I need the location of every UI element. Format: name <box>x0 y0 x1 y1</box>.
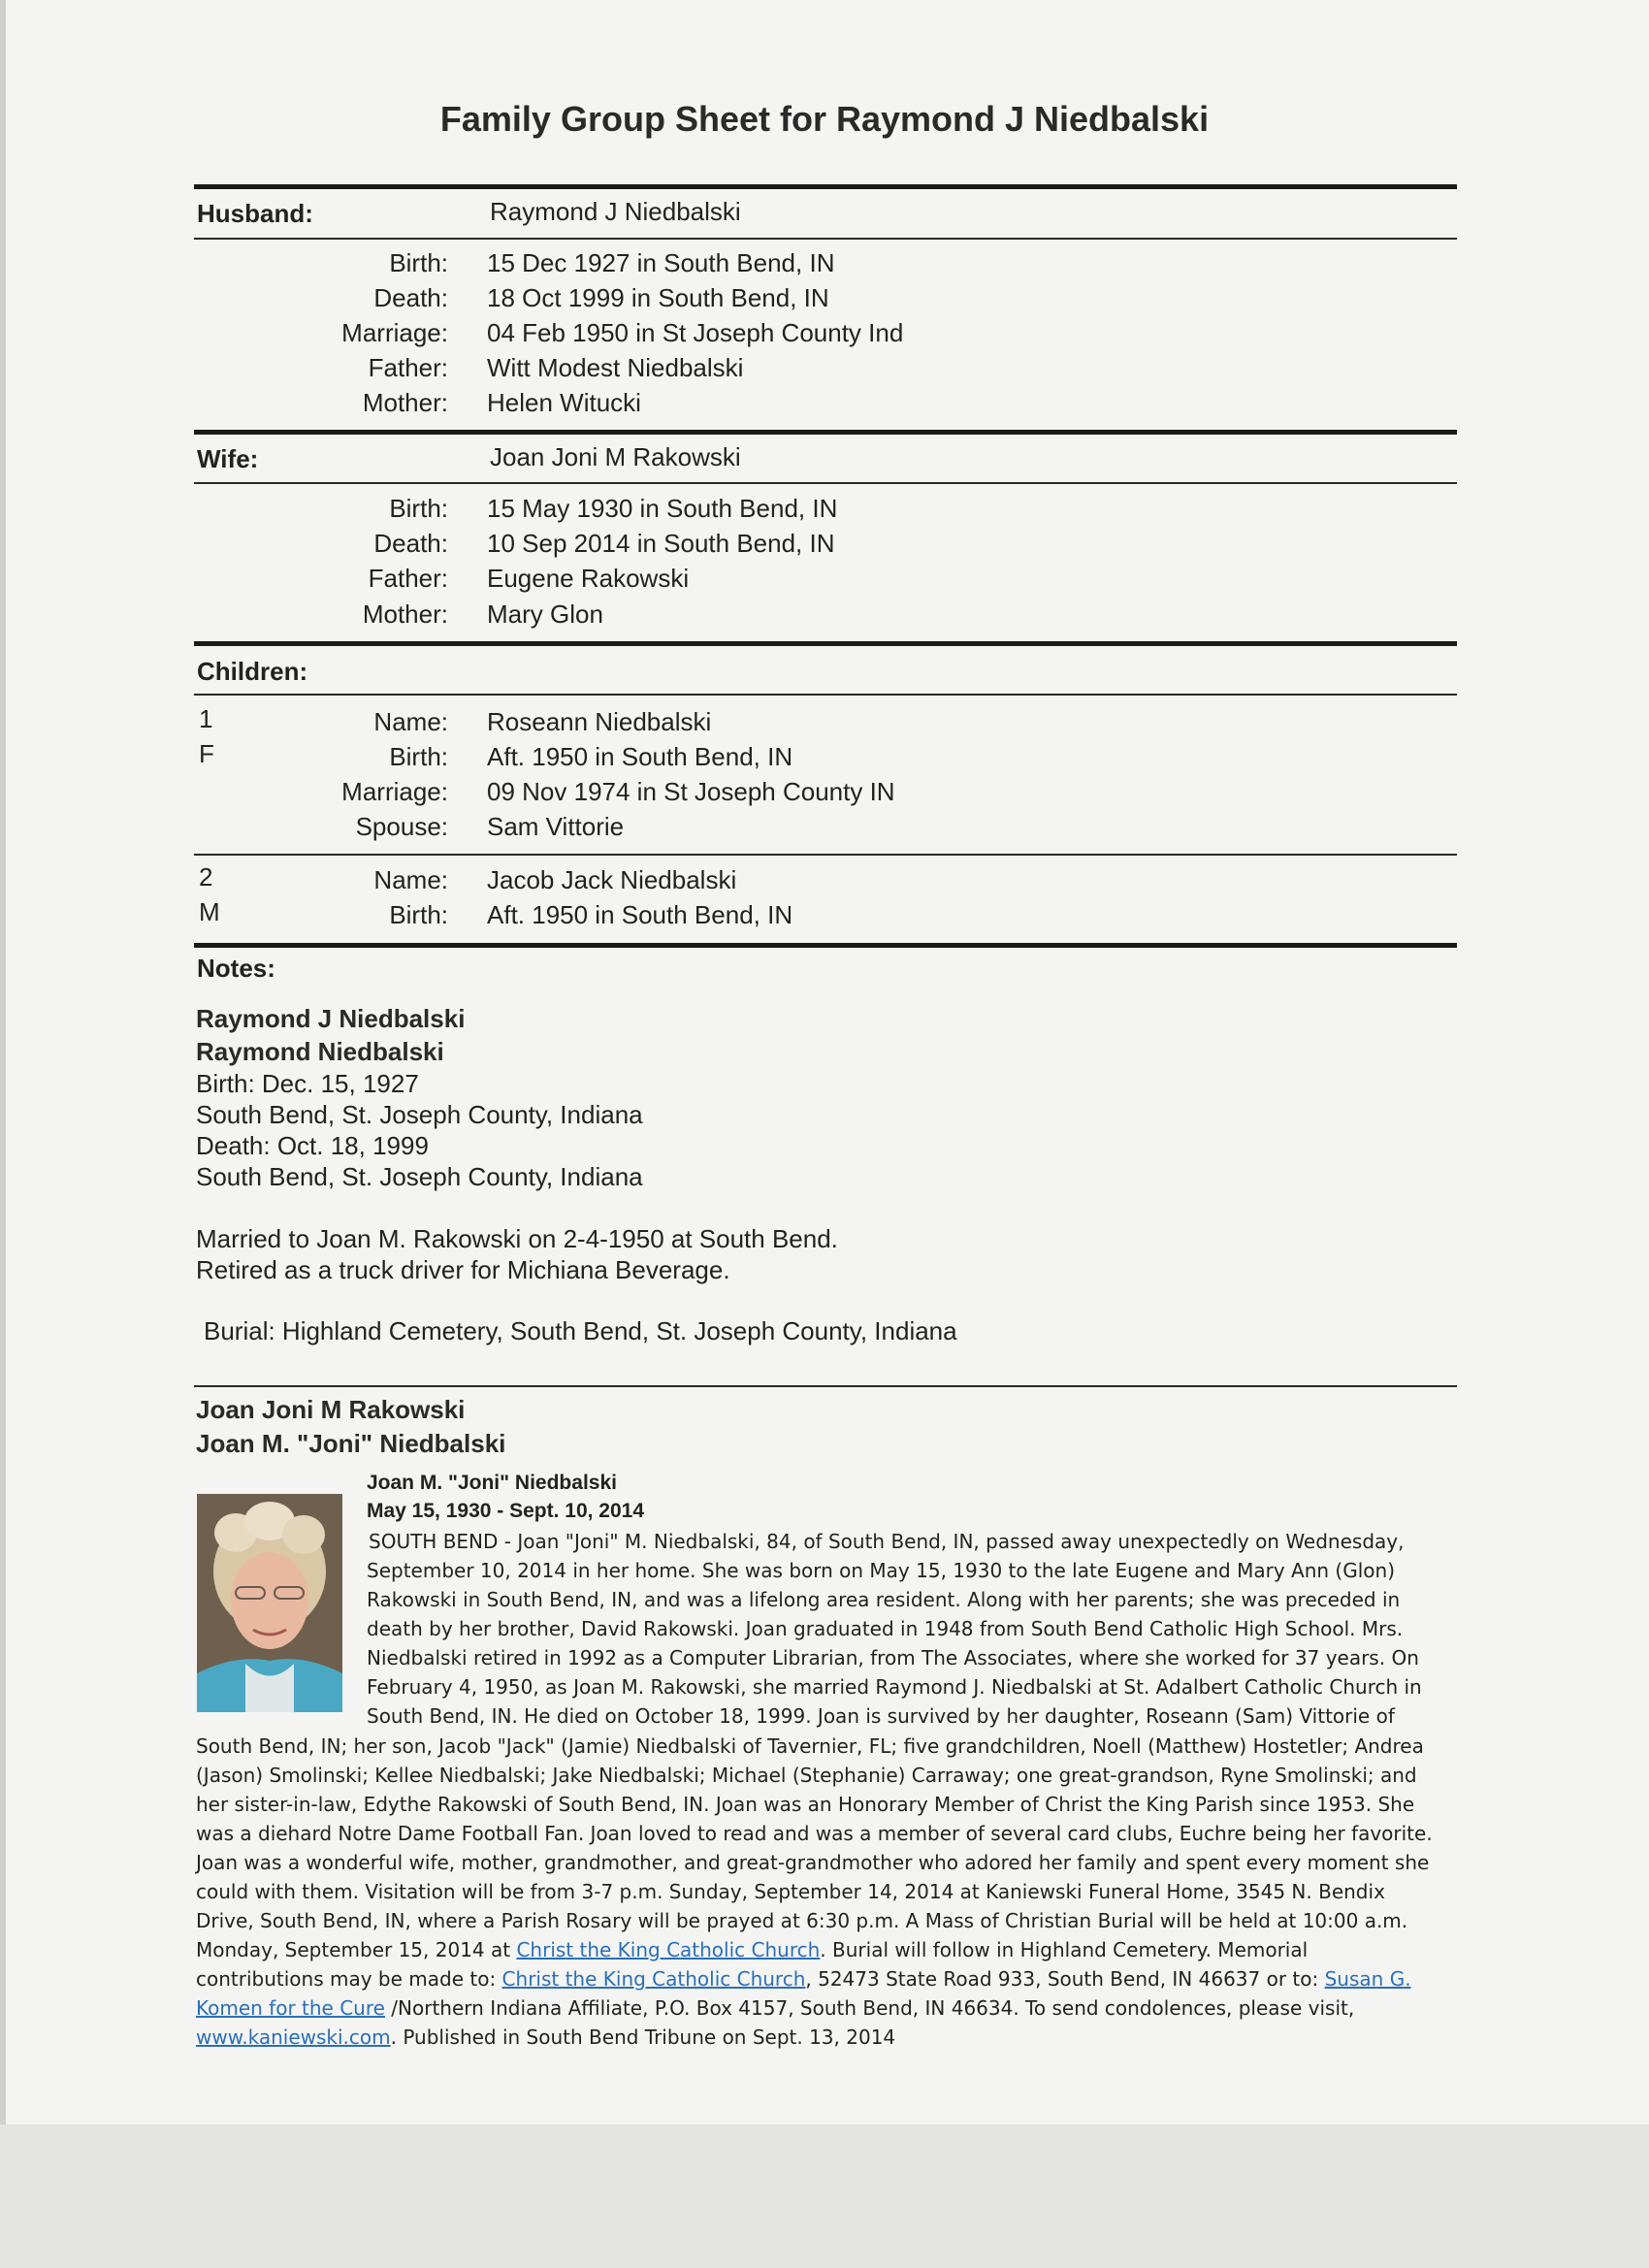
obit-line: South Bend, IN; her son, Jacob "Jack" (Jamie) Niedbalski of Tavernier, FL; five grandchildren, Noell (Matthew) Hostetler; Andrea <box>196 1734 1424 1758</box>
fact-label: Birth: <box>389 248 448 277</box>
obit-line: her sister-in-law, Edythe Rakowski of South Bend, IN. Joan was an Honorary Member of Christ the King Parish since 1953. She <box>196 1793 1415 1816</box>
fact-label: Birth: <box>389 742 448 771</box>
fact-label: Death: <box>373 529 448 558</box>
komen-link[interactable]: Komen for the Cure <box>196 1996 385 2020</box>
obit-text: . Published in South Bend Tribune on Sept. 13, 2014 <box>390 2025 896 2049</box>
fact-label: Marriage: <box>341 777 448 806</box>
fact-value: Roseann Niedbalski <box>487 707 712 736</box>
fact-value: Witt Modest Niedbalski <box>487 353 744 382</box>
children-label: Children: <box>197 657 308 686</box>
fact-label: Birth: <box>389 494 448 523</box>
obit-line <box>196 1935 1308 1964</box>
note-line: Retired as a truck driver for Michiana Beverage. <box>196 1255 730 1284</box>
husband-name: Raymond J Niedbalski <box>490 197 741 226</box>
obit-text: , 52473 State Road 933, South Bend, IN 46637 or to: <box>805 1967 1325 1991</box>
obit-text: . Burial will follow in Highland Cemetery. Memorial <box>820 1938 1309 1961</box>
section-rule-thin <box>194 482 1457 484</box>
fact-label: Father: <box>368 564 448 593</box>
obit-text: contributions may be made to: <box>196 1967 502 1991</box>
fact-value: 04 Feb 1950 in St Joseph County Ind <box>487 318 904 347</box>
page-title: Family Group Sheet for Raymond J Niedbalski <box>439 99 1210 139</box>
note-heading: Joan M. "Joni" Niedbalski <box>196 1429 506 1458</box>
fact-value: Helen Witucki <box>487 388 641 417</box>
note-burial: Burial: Highland Cemetery, South Bend, St. Joseph County, Indiana <box>204 1316 957 1345</box>
obit-text: Monday, September 15, 2014 at <box>196 1938 517 1961</box>
wife-label: Wife: <box>197 444 259 473</box>
fact-label: Name: <box>373 865 448 894</box>
section-rule <box>194 943 1457 948</box>
church-link[interactable]: Christ the King Catholic Church <box>501 1967 806 1991</box>
obit-line <box>196 1993 1354 2023</box>
fact-label: Mother: <box>362 599 448 629</box>
note-line: Married to Joan M. Rakowski on 2-4-1950 at South Bend. <box>196 1224 838 1253</box>
obit-line: Rakowski in South Bend, IN, and was a lifelong area resident. Along with her parents; she was preceded in <box>367 1588 1401 1611</box>
notes-label: Notes: <box>197 954 275 983</box>
section-rule <box>194 184 1457 189</box>
husband-label: Husband: <box>197 199 313 228</box>
fact-label: Mother: <box>362 388 448 417</box>
fact-value: Aft. 1950 in South Bend, IN <box>487 900 793 929</box>
note-line: Death: Oct. 18, 1999 <box>196 1131 429 1160</box>
portrait-photo <box>197 1494 342 1712</box>
website-link[interactable]: www.kaniewski.com <box>196 2025 391 2049</box>
obit-line: Niedbalski retired in 1992 as a Computer Librarian, from The Associates, where she worked for 37 years. On <box>367 1646 1419 1669</box>
note-heading: Raymond J Niedbalski <box>196 1004 466 1033</box>
child-sex: M <box>199 897 220 926</box>
fact-value: Jacob Jack Niedbalski <box>487 865 737 894</box>
section-rule-thin <box>194 238 1457 240</box>
obit-line: February 4, 1950, as Joan M. Rakowski, she married Raymond J. Niedbalski at St. Adalbert Catholic Church in <box>367 1675 1422 1699</box>
obit-line: Drive, South Bend, IN, where a Parish Rosary will be prayed at 6:30 p.m. A Mass of Christian Burial will be held at 10:00 a.m. <box>196 1909 1408 1932</box>
obit-line: death by her brother, David Rakowski. Joan graduated in 1948 from South Bend Catholic High School. Mrs. <box>367 1617 1404 1640</box>
child-number: 1 <box>199 704 213 733</box>
fact-label: Birth: <box>389 900 448 929</box>
note-line: South Bend, St. Joseph County, Indiana <box>196 1162 643 1191</box>
note-line: South Bend, St. Joseph County, Indiana <box>196 1100 643 1129</box>
obit-line: September 10, 2014 in her home. She was born on May 15, 1930 to the late Eugene and Mary Ann (Glon) <box>367 1559 1395 1582</box>
note-heading: Raymond Niedbalski <box>196 1037 444 1066</box>
section-rule-thin <box>194 694 1457 696</box>
fact-value: 09 Nov 1974 in St Joseph County IN <box>487 777 895 806</box>
obit-line <box>196 2023 895 2052</box>
scan-bottom-edge <box>0 2124 1649 2268</box>
obit-line: South Bend, IN. He died on October 18, 1999. Joan is survived by her daughter, Roseann (Sam) Vittorie of <box>367 1704 1395 1728</box>
fact-value: 15 Dec 1927 in South Bend, IN <box>487 248 835 277</box>
section-rule <box>194 641 1457 646</box>
obit-line: SOUTH BEND - Joan "Joni" M. Niedbalski, 84, of South Bend, IN, passed away unexpectedly on Wednesday, <box>369 1530 1405 1553</box>
fact-value: Eugene Rakowski <box>487 564 690 593</box>
fact-label: Father: <box>368 353 448 382</box>
fact-label: Marriage: <box>341 318 448 347</box>
notes-divider <box>194 1385 1457 1387</box>
church-link[interactable]: Christ the King Catholic Church <box>516 1938 821 1961</box>
fact-value: 10 Sep 2014 in South Bend, IN <box>487 529 835 558</box>
child-number: 2 <box>199 862 213 891</box>
obit-line: could with them. Visitation will be from 3-7 p.m. Sunday, September 14, 2014 at Kaniewski Funeral Home, 3545 N. Bendix <box>196 1880 1385 1903</box>
child-sex: F <box>199 739 214 768</box>
fact-value: 15 May 1930 in South Bend, IN <box>487 494 838 523</box>
komen-link[interactable]: Susan G. <box>1324 1967 1411 1991</box>
child-divider <box>194 854 1457 856</box>
obit-line: Joan was a wonderful wife, mother, grandmother, and great-grandmother who adored her family and spent every moment she <box>196 1851 1430 1874</box>
fact-value: 18 Oct 1999 in South Bend, IN <box>487 283 829 312</box>
fact-label: Death: <box>373 283 448 312</box>
section-rule <box>194 430 1457 435</box>
scan-edge <box>0 0 6 2268</box>
fact-label: Name: <box>373 707 448 736</box>
obit-line <box>196 1964 1411 1993</box>
fact-value: Aft. 1950 in South Bend, IN <box>487 742 793 771</box>
fact-label: Spouse: <box>355 812 448 841</box>
obit-text: /Northern Indiana Affiliate, P.O. Box 4157, South Bend, IN 46634. To send condolences, please visit, <box>384 1996 1355 2020</box>
obit-dates: May 15, 1930 - Sept. 10, 2014 <box>367 1500 645 1522</box>
wife-name: Joan Joni M Rakowski <box>490 442 741 471</box>
note-line: Birth: Dec. 15, 1927 <box>196 1069 419 1098</box>
obit-line: was a diehard Notre Dame Football Fan. Joan loved to read and was a member of several card clubs, Euchre being her favorite. <box>196 1822 1433 1845</box>
obit-line: (Jason) Smolinski; Kellee Niedbalski; Jake Niedbalski; Michael (Stephanie) Carraway; one great-grandson, Ryne Smolinski; and <box>196 1764 1417 1787</box>
fact-value: Mary Glon <box>487 599 603 629</box>
fact-value: Sam Vittorie <box>487 812 625 841</box>
obit-name: Joan M. "Joni" Niedbalski <box>367 1472 617 1494</box>
note-heading: Joan Joni M Rakowski <box>196 1395 466 1424</box>
